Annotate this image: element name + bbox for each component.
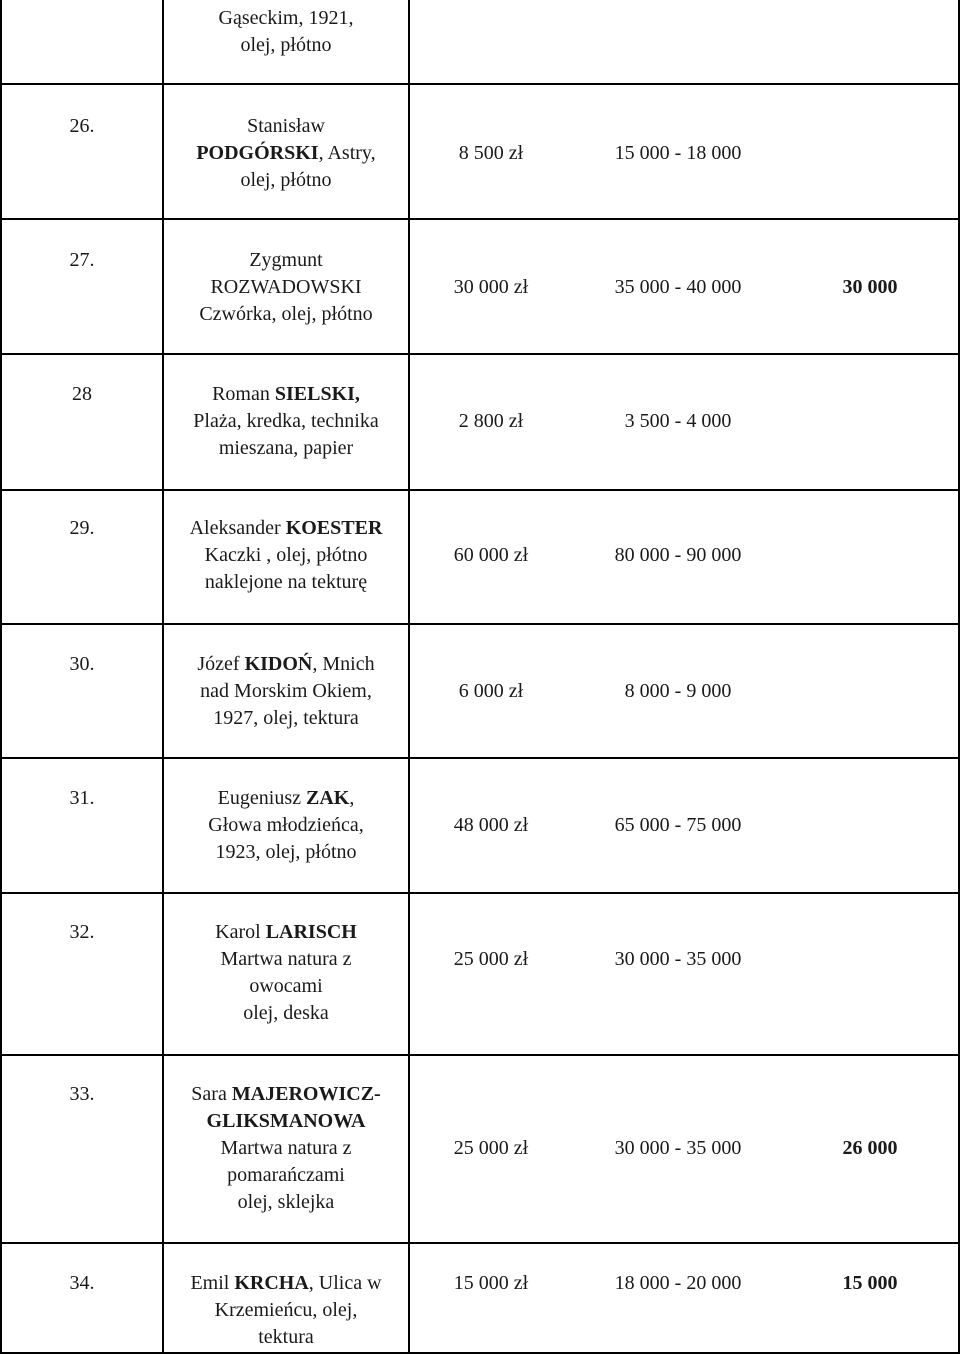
lot-number: 33. [69, 1083, 95, 1105]
description-text: Martwa natura z [220, 948, 352, 970]
lot-estimate-range: 30 000 - 35 000 [614, 948, 742, 970]
description-text: olej, deska [243, 1002, 329, 1024]
lot-estimate-range: 35 000 - 40 000 [614, 276, 742, 298]
description-text: Stanisław [247, 115, 325, 137]
lot-description-line [164, 839, 408, 866]
lot-description-line [164, 946, 408, 973]
lot-description-line [164, 435, 408, 462]
lot-number: 34. [69, 1272, 95, 1294]
description-text: Eugeniusz [217, 787, 306, 809]
lot-estimate: 48 000 zł [453, 814, 529, 836]
lot-description-line [164, 785, 408, 812]
description-text: , Astry, [318, 142, 376, 164]
lot-estimate: 15 000 zł [453, 1272, 529, 1294]
row-divider [0, 892, 960, 894]
lot-sale-price: 30 000 [842, 276, 898, 298]
lot-description [164, 247, 408, 328]
lot-estimate: 8 500 zł [458, 142, 524, 164]
description-text: Kaczki , olej, płótno [204, 544, 368, 566]
description-text: naklejone na tekturę [204, 571, 368, 593]
description-text: Plaża, kredka, technika [193, 410, 379, 432]
description-text: Głowa młodzieńca, [208, 814, 364, 836]
row-divider [0, 353, 960, 355]
description-text: Krzemieńcu, olej, [214, 1299, 358, 1321]
lot-estimate: 25 000 zł [453, 1137, 529, 1159]
description-text: Roman [212, 383, 275, 405]
lot-estimate: 30 000 zł [453, 276, 529, 298]
lot-description-line [164, 5, 408, 32]
artist-surname: KIDOŃ [244, 653, 313, 675]
lot-description-line [164, 515, 408, 542]
lot-number: 27. [69, 249, 95, 271]
description-text: ROZWADOWSKI [210, 276, 362, 298]
description-text: owocami [249, 975, 323, 997]
description-text: Martwa natura z [220, 1137, 352, 1159]
lot-description-line [164, 919, 408, 946]
description-text: , Ulica w [308, 1272, 382, 1294]
lot-estimate-range: 15 000 - 18 000 [614, 142, 742, 164]
description-text: , [349, 787, 355, 809]
lot-estimate-range: 3 500 - 4 000 [624, 410, 732, 432]
lot-description-line [164, 1297, 408, 1324]
description-text: olej, płótno [240, 169, 332, 191]
row-divider [0, 1242, 960, 1244]
lot-description-line [164, 569, 408, 596]
lot-description-line [164, 1324, 408, 1351]
description-text: Czwórka, olej, płótno [199, 303, 373, 325]
artist-surname: MAJEROWICZ- [231, 1083, 381, 1105]
description-text: olej, płótno [240, 34, 332, 56]
row-divider [0, 489, 960, 491]
lot-estimate-range: 8 000 - 9 000 [624, 680, 732, 702]
lot-description [164, 1270, 408, 1351]
lot-estimate: 6 000 zł [458, 680, 524, 702]
description-text: tektura [258, 1326, 314, 1348]
description-text: Aleksander [189, 517, 286, 539]
description-text: Gąseckim, 1921, [218, 7, 354, 29]
artist-surname: SIELSKI, [274, 383, 360, 405]
lot-estimate-range: 30 000 - 35 000 [614, 1137, 742, 1159]
row-divider [0, 218, 960, 220]
lot-description-line [164, 651, 408, 678]
lot-number: 31. [69, 787, 95, 809]
lot-number: 30. [69, 653, 95, 675]
lot-description-line [164, 973, 408, 1000]
description-text: 1927, olej, tektura [213, 707, 359, 729]
lot-description-line [164, 678, 408, 705]
lot-sale-price: 15 000 [842, 1272, 898, 1294]
description-text: 1923, olej, płótno [215, 841, 357, 863]
lot-description-line [164, 1081, 408, 1108]
artist-surname: KRCHA [234, 1272, 309, 1294]
lot-description [164, 651, 408, 732]
lot-description-line [164, 408, 408, 435]
lot-description-line [164, 167, 408, 194]
lot-estimate-range: 65 000 - 75 000 [614, 814, 742, 836]
lot-description-line [164, 113, 408, 140]
lot-description-line [164, 1135, 408, 1162]
lot-estimate: 2 800 zł [458, 410, 524, 432]
row-divider [0, 623, 960, 625]
description-text: , Mnich [312, 653, 375, 675]
lot-description [164, 515, 408, 596]
lot-estimate-range: 80 000 - 90 000 [614, 544, 742, 566]
lot-description [164, 919, 408, 1027]
artist-surname: GLIKSMANOWA [206, 1110, 366, 1132]
row-divider [0, 1054, 960, 1056]
lot-description-line [164, 274, 408, 301]
description-text: mieszana, papier [218, 437, 354, 459]
lot-description [164, 1081, 408, 1216]
lot-description-line [164, 1000, 408, 1027]
lot-estimate: 60 000 zł [453, 544, 529, 566]
lot-description-line [164, 1189, 408, 1216]
description-text: Sara [191, 1083, 232, 1105]
lot-estimate: 25 000 zł [453, 948, 529, 970]
lot-number: 28 [72, 383, 92, 405]
row-divider [0, 83, 960, 85]
description-text: olej, sklejka [237, 1191, 335, 1213]
lot-description-line [164, 1270, 408, 1297]
lot-description-line [164, 32, 408, 59]
description-text: Karol [215, 921, 266, 943]
lot-description [164, 5, 408, 59]
lot-description-line [164, 140, 408, 167]
lot-description-line [164, 542, 408, 569]
row-divider [0, 757, 960, 759]
description-text: pomarańczami [227, 1164, 345, 1186]
artist-surname: ZAK [305, 787, 350, 809]
artist-surname: LARISCH [265, 921, 357, 943]
lot-number: 26. [69, 115, 95, 137]
description-text: nad Morskim Okiem, [200, 680, 372, 702]
lot-number: 32. [69, 921, 95, 943]
artist-surname: PODGÓRSKI [196, 142, 319, 164]
artist-surname: KOESTER [285, 517, 383, 539]
lot-description-line [164, 247, 408, 274]
description-text: Józef [197, 653, 245, 675]
lot-description-line [164, 812, 408, 839]
lot-description-line [164, 705, 408, 732]
lot-estimate-range: 18 000 - 20 000 [614, 1272, 742, 1294]
lot-description-line [164, 381, 408, 408]
lot-description-line [164, 301, 408, 328]
lot-description-line [164, 1108, 408, 1135]
lot-description-line [164, 1162, 408, 1189]
lot-description [164, 785, 408, 866]
lot-description [164, 113, 408, 194]
lot-sale-price: 26 000 [842, 1137, 898, 1159]
lot-description [164, 381, 408, 462]
description-text: Emil [190, 1272, 235, 1294]
description-text: Zygmunt [249, 249, 323, 271]
lot-number: 29. [69, 517, 95, 539]
